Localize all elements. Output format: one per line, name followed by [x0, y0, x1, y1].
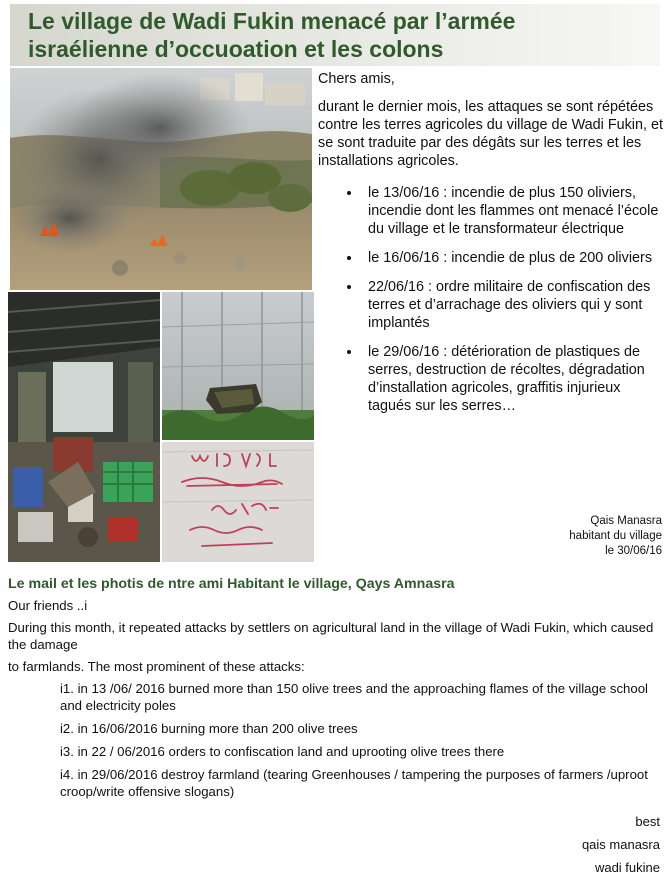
- page-title-line-1: Le village de Wadi Fukin menacé par l’armée: [28, 8, 516, 34]
- french-attack-item: • 22/06/16 : ordre militaire de confiscation des terres et d’arrachage des oliviers qui y sont implantés: [362, 278, 664, 332]
- english-attack-list: [8, 680, 662, 800]
- english-attack-item: i2. in 16/06/2016 burning more than 200 olive trees: [60, 721, 358, 736]
- french-greeting: Chers amis,: [318, 71, 395, 87]
- signature-date: le 30/06/16: [605, 545, 662, 557]
- english-attack-item: i4. in 29/06/2016 destroy farmland (tearing Greenhouses / tampering the purposes of farmers /uproot croop/write offensive slogans): [60, 767, 648, 799]
- french-attack-item: • le 16/06/16 : incendie de plus de 200 oliviers: [362, 249, 664, 267]
- damaged-shed-photo: [8, 292, 160, 562]
- burning-field-photo: [10, 68, 312, 290]
- english-signature: [582, 810, 660, 879]
- page-title-line-2: israélienne d’occuoation et les colons: [28, 36, 444, 62]
- title-banner: [10, 4, 660, 66]
- english-intro: During this month, it repeated attacks by settlers on agricultural land in the village of Wadi Fukin, which caused the damage: [8, 620, 654, 652]
- signature-name: Qais Manasra: [590, 515, 662, 527]
- signature-name: qais manasra: [581, 837, 660, 852]
- french-attack-item: • le 13/06/16 : incendie de plus 150 oliviers, incendie dont les flammes ont menacé l’école du village et le transformateur électrique: [362, 184, 664, 238]
- page-title: [10, 4, 660, 63]
- english-greeting: Our friends ..i: [8, 598, 88, 613]
- english-attack-item: i1. in 13 /06/ 2016 burned more than 150 olive trees and the approaching flames of the village school and electricity poles: [60, 681, 648, 713]
- english-letter: [8, 597, 662, 806]
- english-intro-continued: to farmlands. The most prominent of these attacks:: [8, 659, 305, 674]
- signature-role: habitant du village: [569, 530, 662, 542]
- french-attack-list: [318, 184, 664, 415]
- french-signature: [569, 514, 662, 559]
- french-attack-item: • le 29/06/16 : détérioration de plastiques de serres, destruction de récoltes, dégradation d’installation agricoles, graffitis injurieux tagués sur les serres…: [362, 343, 664, 415]
- french-intro: durant le dernier mois, les attaques se sont répétées contre les terres agricoles du village de Wadi Fukin, et se sont traduite par des dégâts sur les terres et les installations agricoles.: [318, 99, 664, 169]
- english-section-heading: Le mail et les photis de ntre ami Habitant le village, Qays Amnasra: [8, 576, 455, 592]
- french-letter: [318, 70, 664, 426]
- torn-greenhouse-photo: [162, 292, 314, 440]
- english-attack-item: i3. in 22 / 06/2016 orders to confiscation land and uprooting olive trees there: [60, 744, 505, 759]
- signature-closing: best: [635, 814, 660, 829]
- graffiti-greenhouse-photo: [162, 442, 314, 562]
- signature-place: wadi fukine: [594, 860, 660, 875]
